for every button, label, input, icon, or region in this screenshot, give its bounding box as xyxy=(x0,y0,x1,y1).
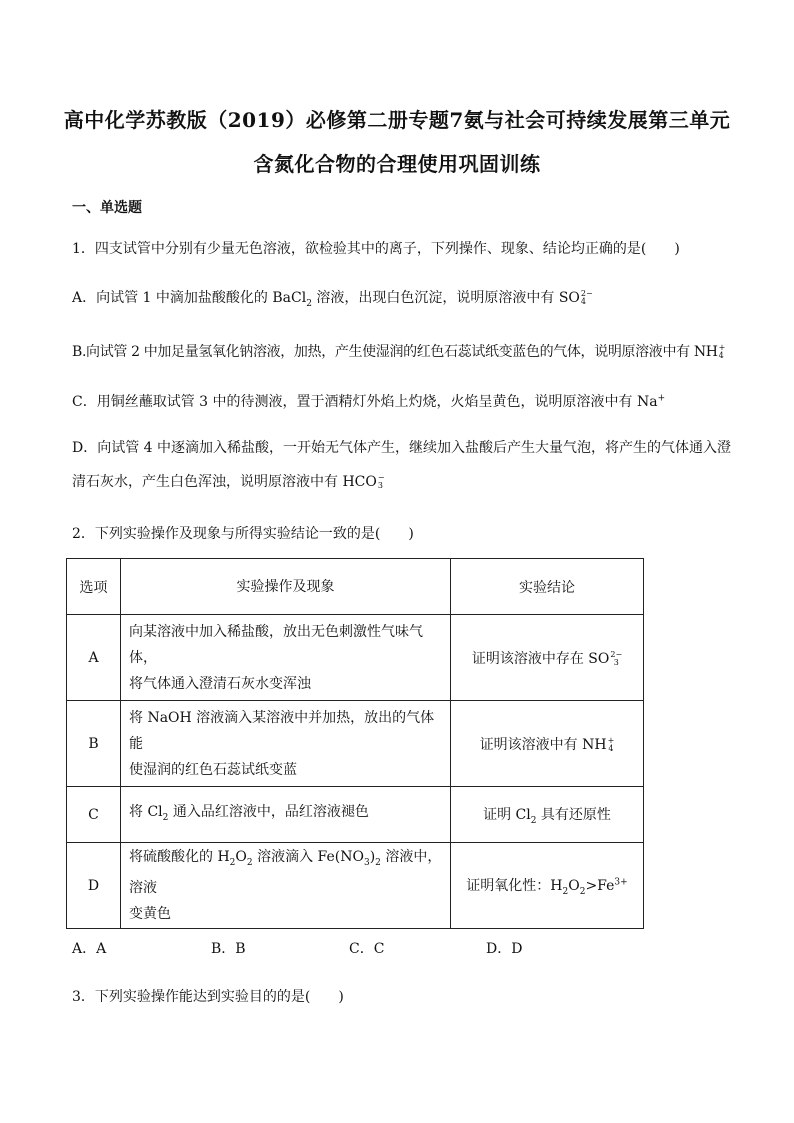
question-1-option-a: A．向试管 1 中滴加盐酸酸化的 BaCl$_2$ 溶液，出现白色沉淀，说明原溶液中有 SO 2− 4 xyxy=(72,289,593,309)
row-c-option: C xyxy=(67,787,121,843)
row-a-option: A xyxy=(67,615,121,701)
header-option: 选项 xyxy=(67,559,121,615)
row-a-operation: 向某溶液中加入稀盐酸，放出无色刺激性气味气体， 将气体通入澄清石灰水变浑浊 xyxy=(121,615,451,701)
row-c-operation: 将 $Cl_2$ 通入品红溶液中，品红溶液褪色 xyxy=(121,787,451,843)
row-b-option: B xyxy=(67,701,121,787)
experiment-table xyxy=(66,558,644,929)
row-d-operation: 将硫酸酸化的 $H_2O_2$ 溶液滴入 $Fe(NO_3)_2$ 溶液中，溶液 变黄色 xyxy=(121,843,451,929)
question-1-option-d-line-2: 清石灰水，产生白色浑浊，说明原溶液中有 HCO − 3 xyxy=(72,473,385,490)
row-b-conclusion: 证明该溶液中有 NH + 4 xyxy=(451,701,644,787)
table-row-b xyxy=(67,701,644,787)
question-1-option-d-line-1: D．向试管 4 中逐滴加入稀盐酸，一开始无气体产生，继续加入盐酸后产生大量气泡，将产生的气体通入澄 xyxy=(72,440,732,456)
answer-choice-a: A．A xyxy=(72,941,107,957)
answer-choice-c: C．C xyxy=(349,941,385,957)
document-title-line-1: 高中化学苏教版（2019）必修第二册专题7氨与社会可持续发展第三单元 xyxy=(63,108,731,132)
answer-choice-d: D．D xyxy=(486,941,523,957)
section-heading: 一、单选题 xyxy=(72,200,142,216)
question-2-stem: 2．下列实验操作及现象与所得实验结论一致的是( ) xyxy=(72,526,414,542)
row-d-conclusion: 证明氧化性：$H_2O_2>Fe^{3+}$ xyxy=(451,843,644,929)
question-3-stem: 3．下列实验操作能达到实验目的的是( ) xyxy=(72,989,344,1005)
document-title-line-2: 含氮化合物的合理使用巩固训练 xyxy=(253,152,541,176)
row-a-conclusion: 证明该溶液中存在 SO 2− 3 xyxy=(451,615,644,701)
row-b-operation: 将 NaOH 溶液滴入某溶液中并加热，放出的气体能 使湿润的红色石蕊试纸变蓝 xyxy=(121,701,451,787)
table-row-a xyxy=(67,615,644,701)
answer-choice-b: B．B xyxy=(211,941,246,957)
header-conclusion: 实验结论 xyxy=(451,559,644,615)
question-1-option-c: C．用铜丝蘸取试管 3 中的待测液，置于酒精灯外焰上灼烧，火焰呈黄色，说明原溶液中有 Na+ xyxy=(72,393,666,410)
question-1-stem: 1．四支试管中分别有少量无色溶液，欲检验其中的离子，下列操作、现象、结论均正确的是( ) xyxy=(72,241,680,257)
row-d-option: D xyxy=(67,843,121,929)
table-header-row xyxy=(67,559,644,615)
table-row-d xyxy=(67,843,644,929)
question-1-option-b: B.向试管 2 中加足量氢氧化钠溶液，加热，产生使湿润的红色石蕊试纸变蓝色的气体，说明原溶液中有 NH + 4 xyxy=(72,343,725,360)
table-row-c xyxy=(67,787,644,843)
row-c-conclusion: 证明 $Cl_2$ 具有还原性 xyxy=(451,787,644,843)
header-operation: 实验操作及现象 xyxy=(121,559,451,615)
